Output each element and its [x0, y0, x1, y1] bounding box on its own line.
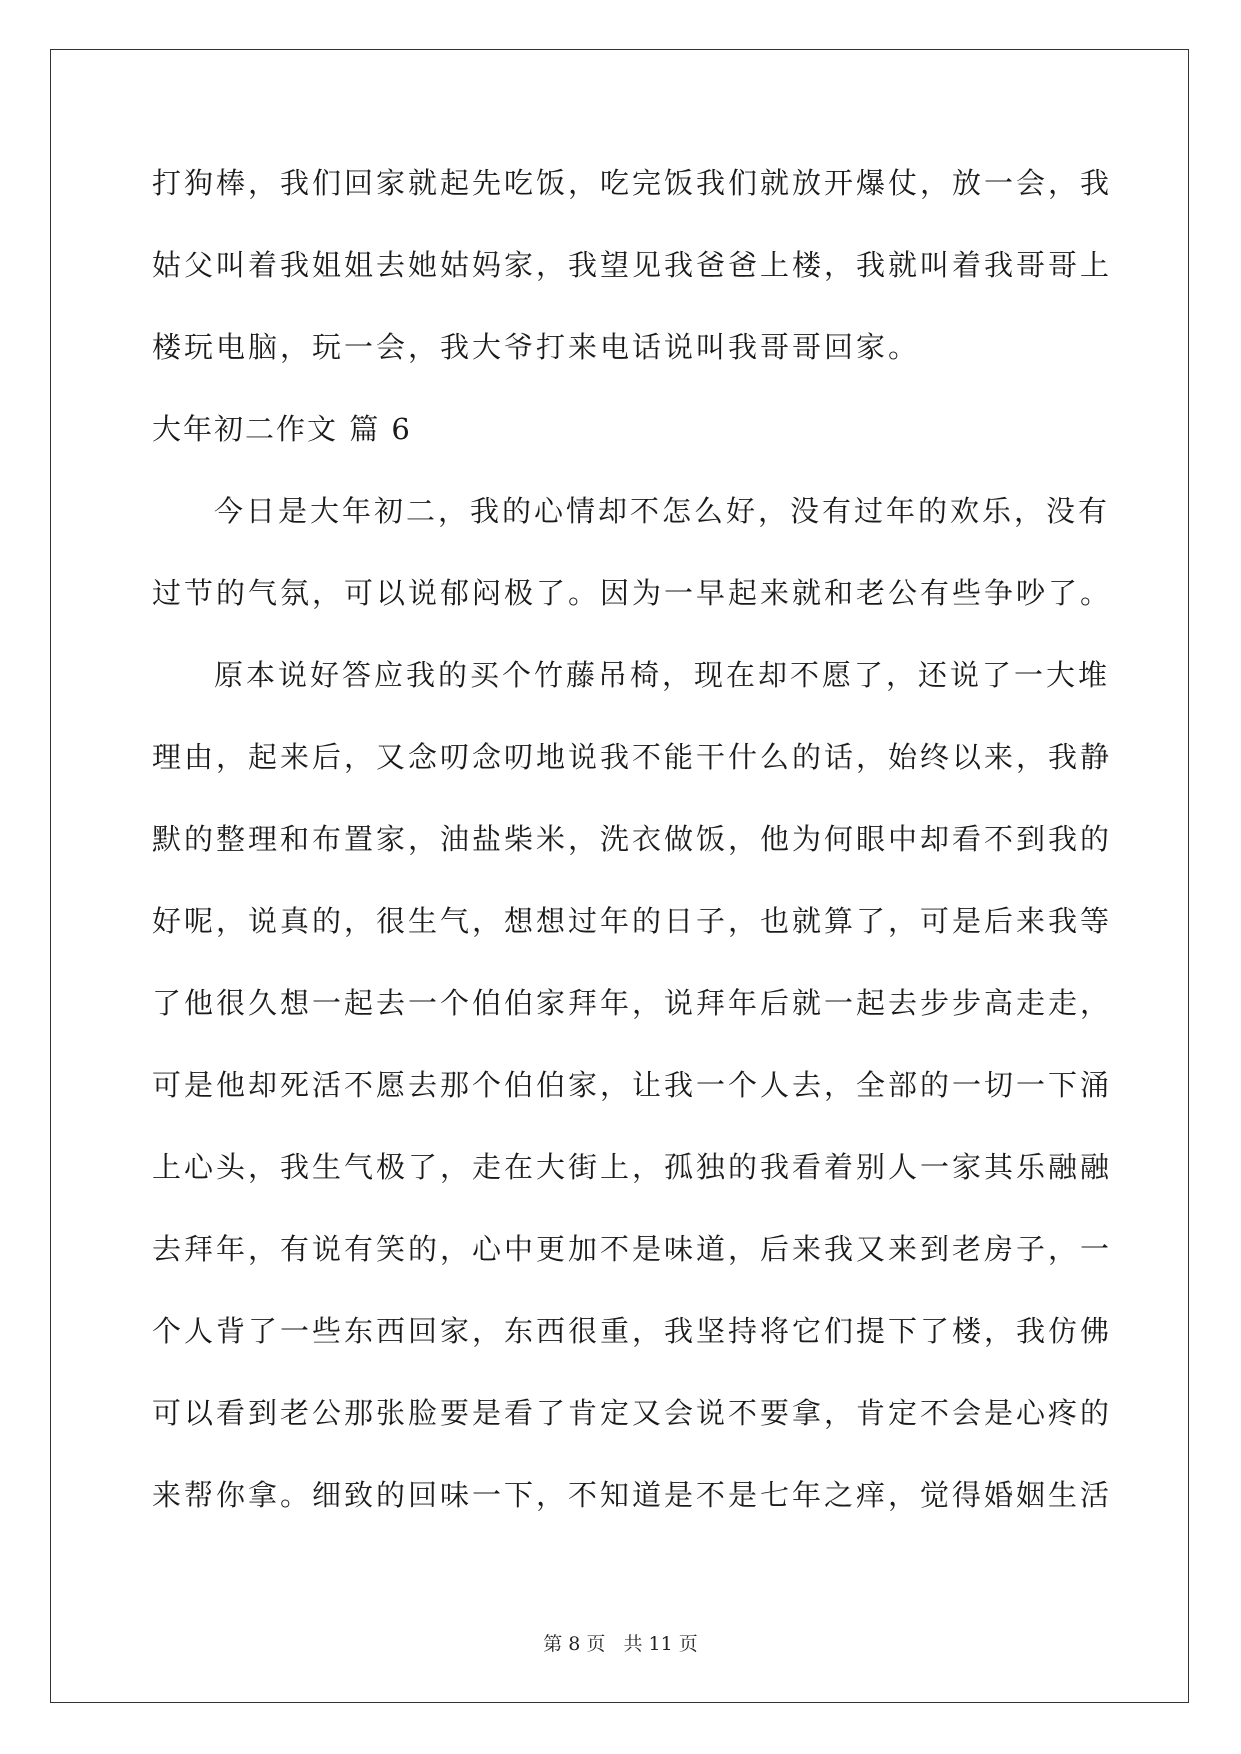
text-line: 去拜年，有说有笑的，心中更加不是味道，后来我又来到老房子，一 [152, 1232, 1113, 1266]
text-line: 上心头，我生气极了，走在大街上，孤独的我看着别人一家其乐融融 [152, 1150, 1113, 1184]
text-line: 个人背了一些东西回家，东西很重，我坚持将它们提下了楼，我仿佛 [152, 1314, 1113, 1348]
text-line: 可是他却死活不愿去那个伯伯家，让我一个人去，全部的一切一下涌 [152, 1068, 1113, 1102]
text-line: 好呢，说真的，很生气，想想过年的日子，也就算了，可是后来我等 [152, 904, 1113, 938]
text-line: 理由，起来后，又念叨念叨地说我不能干什么的话，始终以来，我静 [152, 740, 1113, 774]
page-total: 共 11 页 [623, 1633, 698, 1655]
text-line: 默的整理和布置家，油盐柴米，洗衣做饭，他为何眼中却看不到我的 [152, 822, 1113, 856]
paragraph-first-line: 今日是大年初二，我的心情却不怎么好，没有过年的欢乐，没有 [214, 494, 1111, 528]
text-line: 来帮你拿。细致的回味一下，不知道是不是七年之痒，觉得婚姻生活 [152, 1478, 1113, 1512]
text-line: 打狗棒，我们回家就起先吃饭，吃完饭我们就放开爆仗，放一会，我 [152, 166, 1113, 200]
paragraph-first-line: 原本说好答应我的买个竹藤吊椅，现在却不愿了，还说了一大堆 [214, 658, 1111, 692]
text-line: 过节的气氛，可以说郁闷极了。因为一早起来就和老公有些争吵了。 [152, 576, 1113, 610]
document-body [152, 162, 1113, 1556]
text-line: 可以看到老公那张脸要是看了肯定又会说不要拿，肯定不会是心疼的 [152, 1396, 1113, 1430]
text-line: 楼玩电脑，玩一会，我大爷打来电话说叫我哥哥回家。 [152, 330, 921, 364]
text-line: 了他很久想一起去一个伯伯家拜年，说拜年后就一起去步步高走走， [152, 986, 1113, 1020]
section-heading: 大年初二作文 篇 6 [152, 412, 412, 446]
page-footer [0, 1629, 1241, 1656]
text-line: 姑父叫着我姐姐去她姑妈家，我望见我爸爸上楼，我就叫着我哥哥上 [152, 248, 1113, 282]
page-number: 第 8 页 [543, 1633, 606, 1655]
